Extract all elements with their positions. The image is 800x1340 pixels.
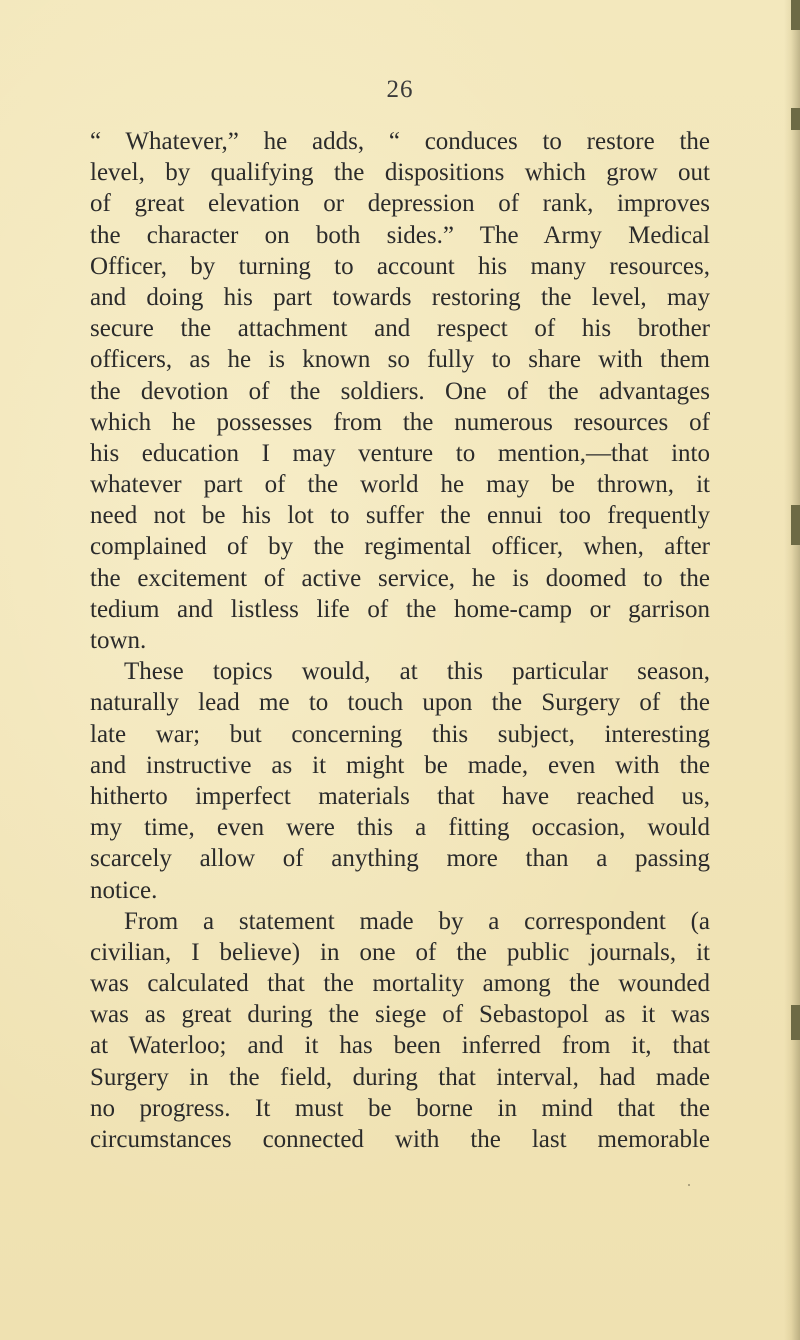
text-line: These topics would, at this particular season, <box>124 658 710 686</box>
text-line: which he possesses from the numerous resources of <box>90 408 710 436</box>
text-line: the devotion of the soldiers. One of the advantages <box>90 377 710 405</box>
text-line: civilian, I believe) in one of the public journals, it <box>90 938 710 966</box>
text-line: tedium and listless life of the home-camp or garrison <box>90 595 710 623</box>
text-line: town. <box>90 627 147 654</box>
text-line: hitherto imperfect materials that have reached us, <box>90 782 710 810</box>
text-line: need not be his lot to suffer the ennui too frequently <box>90 502 710 530</box>
text-line: complained of by the regimental officer, when, after <box>90 533 710 561</box>
text-line: notice. <box>90 876 158 904</box>
text-line: level, by qualifying the dispositions which grow out <box>90 159 710 187</box>
text-line: was calculated that the mortality among the wounded <box>90 970 710 998</box>
text-line: was as great during the siege of Sebastopol as it was <box>90 1001 710 1029</box>
page-edge-mark <box>791 1005 800 1040</box>
text-line: my time, even were this a fitting occasion, would <box>90 814 710 842</box>
paper-speck <box>688 1184 690 1186</box>
text-line: Officer, by turning to account his many resources, <box>90 252 710 280</box>
text-line: secure the attachment and respect of his brother <box>90 315 710 343</box>
text-line: of great elevation or depression of rank, improves <box>90 190 710 218</box>
page-edge-mark <box>791 108 800 130</box>
page-edge-mark <box>791 0 800 30</box>
text-line: whatever part of the world he may be thrown, it <box>90 471 710 499</box>
text-line: naturally lead me to touch upon the Surgery of the <box>90 689 710 717</box>
text-line: the character on both sides.” The Army Medical <box>90 221 710 249</box>
text-line: Surgery in the field, during that interval, had made <box>90 1063 710 1091</box>
body-text <box>90 126 710 1155</box>
text-line: no progress. It must be borne in mind that the <box>90 1094 710 1122</box>
text-line: From a statement made by a correspondent (a <box>124 907 710 935</box>
text-line: the excitement of active service, he is doomed to the <box>90 564 710 592</box>
page-number: 26 <box>386 76 414 103</box>
text-line: “ Whatever,” he adds, “ conduces to restore the <box>90 128 710 155</box>
page-edge-shadow <box>784 0 800 1340</box>
text-line: and instructive as it might be made, even with the <box>90 751 710 779</box>
text-line: late war; but concerning this subject, interesting <box>90 720 710 748</box>
text-line: at Waterloo; and it has been inferred from it, that <box>90 1032 710 1060</box>
page-edge-mark <box>791 505 800 545</box>
text-line: circumstances connected with the last memorable <box>90 1126 710 1153</box>
text-line: his education I may venture to mention,—that into <box>90 439 710 467</box>
text-line: scarcely allow of anything more than a passing <box>90 845 710 873</box>
text-line: officers, as he is known so fully to share with them <box>90 346 710 374</box>
text-line: and doing his part towards restoring the level, may <box>90 283 710 311</box>
